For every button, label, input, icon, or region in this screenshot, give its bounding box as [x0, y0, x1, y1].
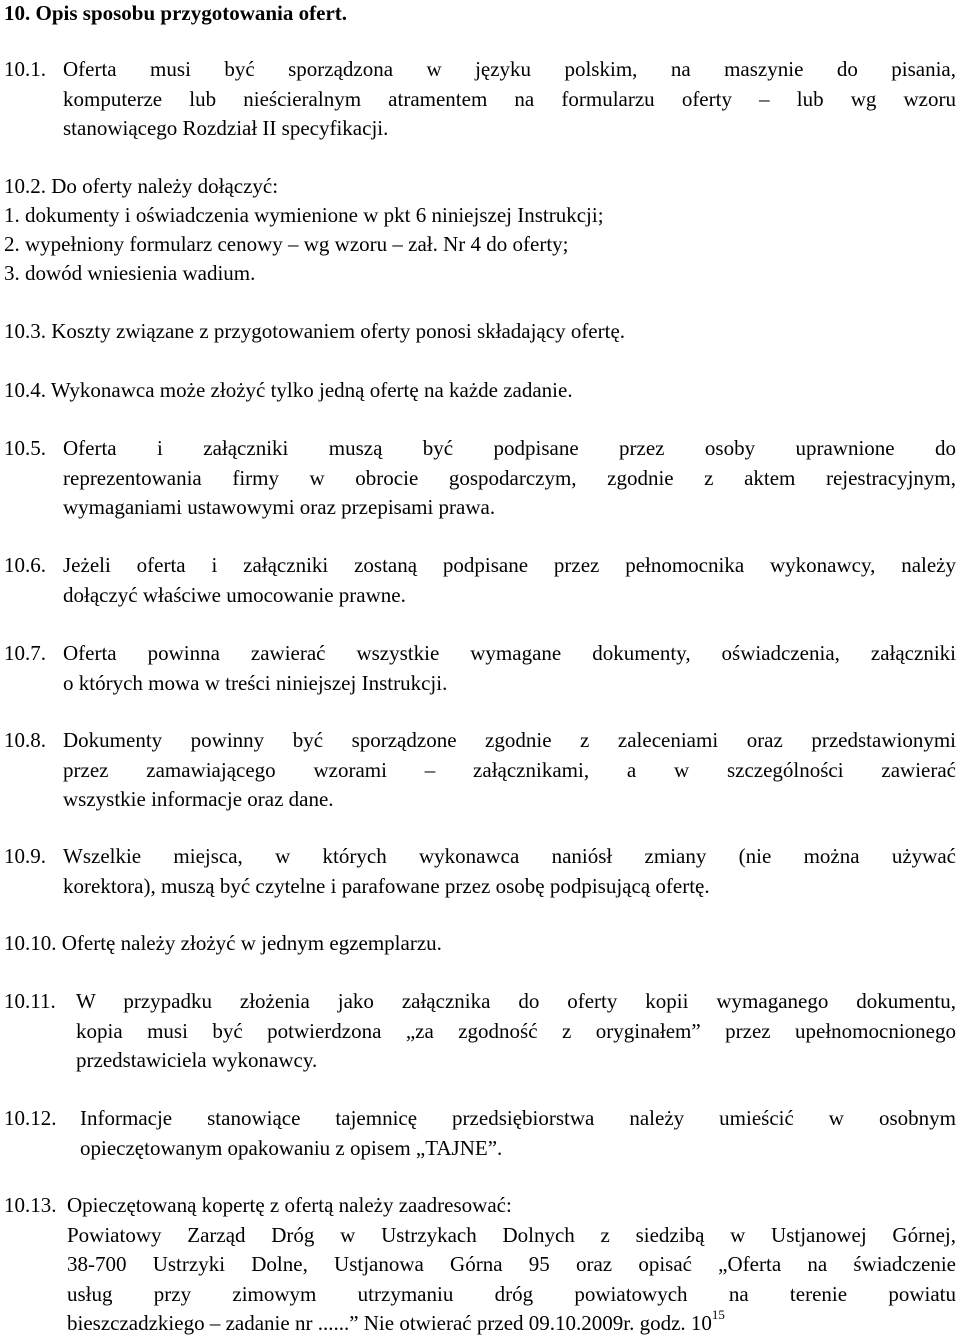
text-line: korektora), muszą być czytelne i parafowane przez osobę podpisującą ofertę.: [63, 873, 710, 898]
text-line: wymaganiami ustawowymi oraz przepisami prawa.: [63, 495, 496, 519]
text-line: stanowiącego Rozdział II specyfikacji.: [63, 116, 389, 140]
text-line: kopia musi być potwierdzona „za zgodność z oryginałem” przez upełnomocnionego: [76, 1018, 956, 1043]
paragraph-10-7: [0, 639, 956, 699]
paragraph-10-10: 10.10. Ofertę należy złożyć w jednym egzemplarzu.: [4, 931, 442, 955]
text-line: Oferta powinna zawierać wszystkie wymagane dokumenty, oświadczenia, załączniki: [63, 641, 956, 665]
text-line: wszystkie informacje oraz dane.: [63, 787, 334, 811]
paragraph-number: 10.7.: [4, 641, 46, 665]
paragraph-10-4: 10.4. Wykonawca może złożyć tylko jedną ofertę na każde zadanie.: [4, 378, 573, 402]
text-line: usług przy zimowym utrzymaniu dróg powiatowych na terenie powiatu: [67, 1281, 956, 1306]
superscript-minutes: 15: [711, 1307, 725, 1322]
paragraph-10-8: [0, 726, 956, 816]
paragraph-10-9: [0, 842, 956, 902]
text-line: Dokumenty powinny być sporządzone zgodnie z zaleceniami oraz przedstawionymi: [63, 728, 956, 752]
paragraph-number: 10.6.: [4, 553, 46, 577]
text-line: Opieczętowaną kopertę z ofertą należy zaadresować:: [67, 1193, 512, 1217]
text-line: W przypadku złożenia jako załącznika do oferty kopii wymaganego dokumentu,: [76, 989, 956, 1013]
paragraph-10-3: 10.3. Koszty związane z przygotowaniem oferty ponosi składający ofertę.: [4, 319, 626, 343]
text-line: Powiatowy Zarząd Dróg w Ustrzykach Dolnych z siedzibą w Ustjanowej Górnej,: [67, 1222, 956, 1247]
section-heading: 10. Opis sposobu przygotowania ofert.: [4, 1, 348, 25]
paragraph-body: [80, 1104, 956, 1163]
paragraph-number: 10.13.: [4, 1193, 57, 1217]
paragraph-10-5: [0, 434, 956, 524]
paragraph-number: 10.1.: [4, 57, 46, 81]
paragraph-number: 10.5.: [4, 436, 46, 460]
paragraph-number: 10.12.: [4, 1106, 57, 1130]
text-line: reprezentowania firmy w obrocie gospodarczym, zgodnie z aktem rejestracyjnym,: [63, 465, 956, 490]
paragraph-body: [63, 842, 956, 901]
text-line: dołączyć właściwe umocowanie prawne.: [63, 582, 406, 607]
text-line: Oferta i załączniki muszą być podpisane przez osoby uprawnione do: [63, 436, 956, 460]
paragraph-body: [63, 434, 956, 523]
paragraph-body: [63, 551, 956, 610]
paragraph-number: 10.9.: [4, 844, 46, 868]
text-line: 38-700 Ustrzyki Dolne, Ustjanowa Górna 95 oraz opisać „Oferta na świadczenie: [67, 1252, 956, 1276]
paragraph-body: [63, 639, 956, 698]
text-segment: bieszczadzkiego – zadanie nr ......” Nie otwierać przed 09.10.2009r. godz. 10: [67, 1311, 712, 1335]
paragraph-body: [67, 1191, 956, 1339]
text-line: Jeżeli oferta i załączniki zostaną podpisane przez pełnomocnika wykonawcy, należy: [63, 553, 956, 577]
paragraph-10-6: [0, 551, 956, 611]
text-line-last: [67, 1309, 956, 1339]
text-line: o których mowa w treści niniejszej Instrukcji.: [63, 670, 448, 695]
paragraph-10-13: [0, 1191, 956, 1337]
paragraph-10-1: [0, 55, 956, 145]
text-line: Informacje stanowiące tajemnicę przedsiębiorstwa należy umieścić w osobnym: [80, 1106, 956, 1130]
text-line: opieczętowanym opakowaniu z opisem „TAJNE”.: [80, 1135, 503, 1160]
paragraph-body: [63, 55, 956, 144]
text-line: przez zamawiającego wzorami – załącznikami, a w szczególności zawierać: [63, 757, 956, 782]
text-line: Wszelkie miejsca, w których wykonawca naniósł zmiany (nie można używać: [63, 844, 956, 868]
text-line: Oferta musi być sporządzona w języku polskim, na maszynie do pisania,: [63, 57, 956, 81]
paragraph-body: [63, 726, 956, 815]
paragraph-10-12: [0, 1104, 956, 1164]
paragraph-number: 10.8.: [4, 728, 46, 752]
paragraph-10-11: [0, 987, 956, 1077]
paragraph-number: 10.11.: [4, 989, 56, 1013]
list-item: 3. dowód wniesienia wadium.: [4, 261, 256, 285]
paragraph-10-2-intro: 10.2. Do oferty należy dołączyć:: [4, 174, 279, 198]
text-line: komputerze lub nieścieralnym atramentem na formularzu oferty – lub wg wzoru: [63, 86, 956, 111]
list-item: 2. wypełniony formularz cenowy – wg wzoru – zał. Nr 4 do oferty;: [4, 232, 569, 256]
text-line: przedstawiciela wykonawcy.: [76, 1048, 318, 1072]
list-item: 1. dokumenty i oświadczenia wymienione w pkt 6 niniejszej Instrukcji;: [4, 203, 604, 227]
paragraph-body: [76, 987, 956, 1076]
